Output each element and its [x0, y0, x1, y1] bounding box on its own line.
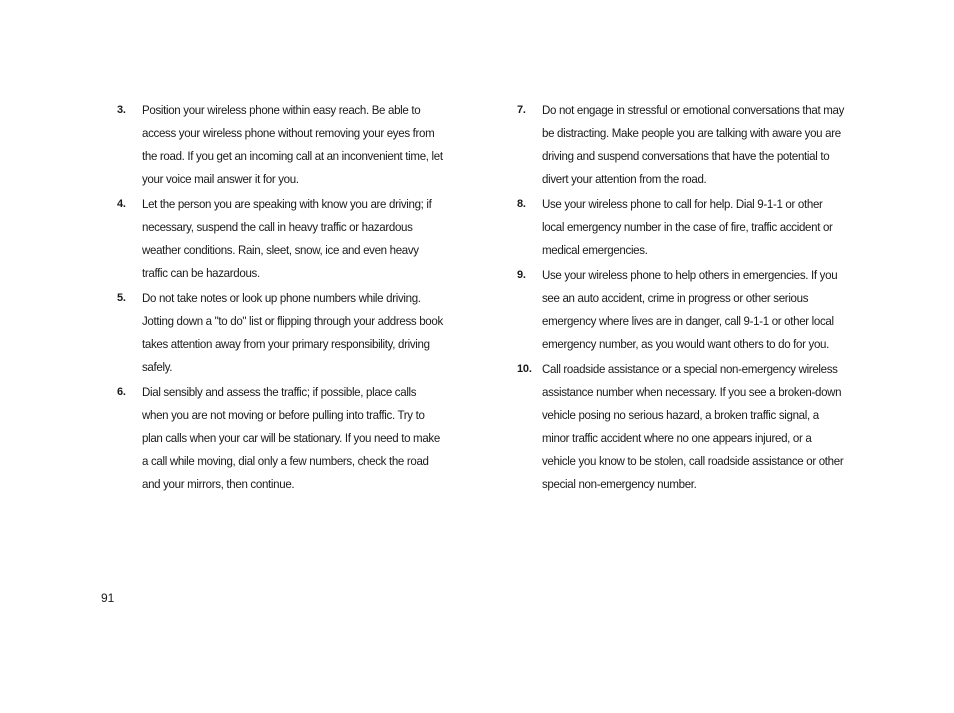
list-item — [517, 193, 867, 262]
item-text: Use your wireless phone to help others in emergencies. If you see an auto accident, crime in progress or other serious emergency where lives are in danger, call 9-1-1 or other local emergency number, as you would want others to do for you. — [542, 268, 838, 351]
left-column — [117, 99, 467, 498]
right-column — [517, 99, 867, 498]
list-item — [117, 99, 467, 191]
list-item — [517, 264, 867, 356]
page-number: 91 — [101, 591, 115, 605]
item-number: 4. — [117, 198, 126, 210]
list-item — [117, 287, 467, 379]
item-number: 8. — [517, 198, 526, 210]
item-number: 9. — [517, 269, 526, 281]
item-text: Dial sensibly and assess the traffic; if possible, place calls when you are not moving or before pulling into traffic. Try to plan calls when your car will be stationary. If you need to make a call while moving, dial only a few numbers, check the road and your mirrors, then continue. — [142, 385, 440, 491]
item-text: Position your wireless phone within easy reach. Be able to access your wireless phone without removing your eyes from the road. If you get an incoming call at an inconvenient time, let your voice mail answer it for you. — [142, 103, 443, 186]
item-number: 3. — [117, 104, 126, 116]
list-item — [117, 381, 467, 496]
item-text: Do not engage in stressful or emotional conversations that may be distracting. Make people you are talking with aware you are driving and suspend conversations that have the potential to divert your attention from the road. — [542, 103, 845, 186]
item-text: Do not take notes or look up phone numbers while driving. Jotting down a "to do" list or flipping through your address book takes attention away from your primary responsibility, driving safely. — [142, 291, 443, 374]
list-item — [117, 193, 467, 285]
list-item — [517, 99, 867, 191]
list-item — [517, 358, 867, 496]
item-number: 10. — [517, 363, 532, 375]
item-text: Use your wireless phone to call for help. Dial 9-1-1 or other local emergency number in the case of fire, traffic accident or medical emergencies. — [542, 197, 833, 257]
item-text: Call roadside assistance or a special non-emergency wireless assistance number when necessary. If you see a broken-down vehicle posing no serious hazard, a broken traffic signal, a minor traffic accident where no one appears injured, or a vehicle you know to be stolen, call roadside assistance or other special non-emergency number. — [542, 362, 844, 491]
item-number: 7. — [517, 104, 526, 116]
item-number: 5. — [117, 292, 126, 304]
item-text: Let the person you are speaking with know you are driving; if necessary, suspend the call in heavy traffic or hazardous weather conditions. Rain, sleet, snow, ice and even heavy traffic can be hazardous. — [142, 197, 432, 280]
item-number: 6. — [117, 386, 126, 398]
